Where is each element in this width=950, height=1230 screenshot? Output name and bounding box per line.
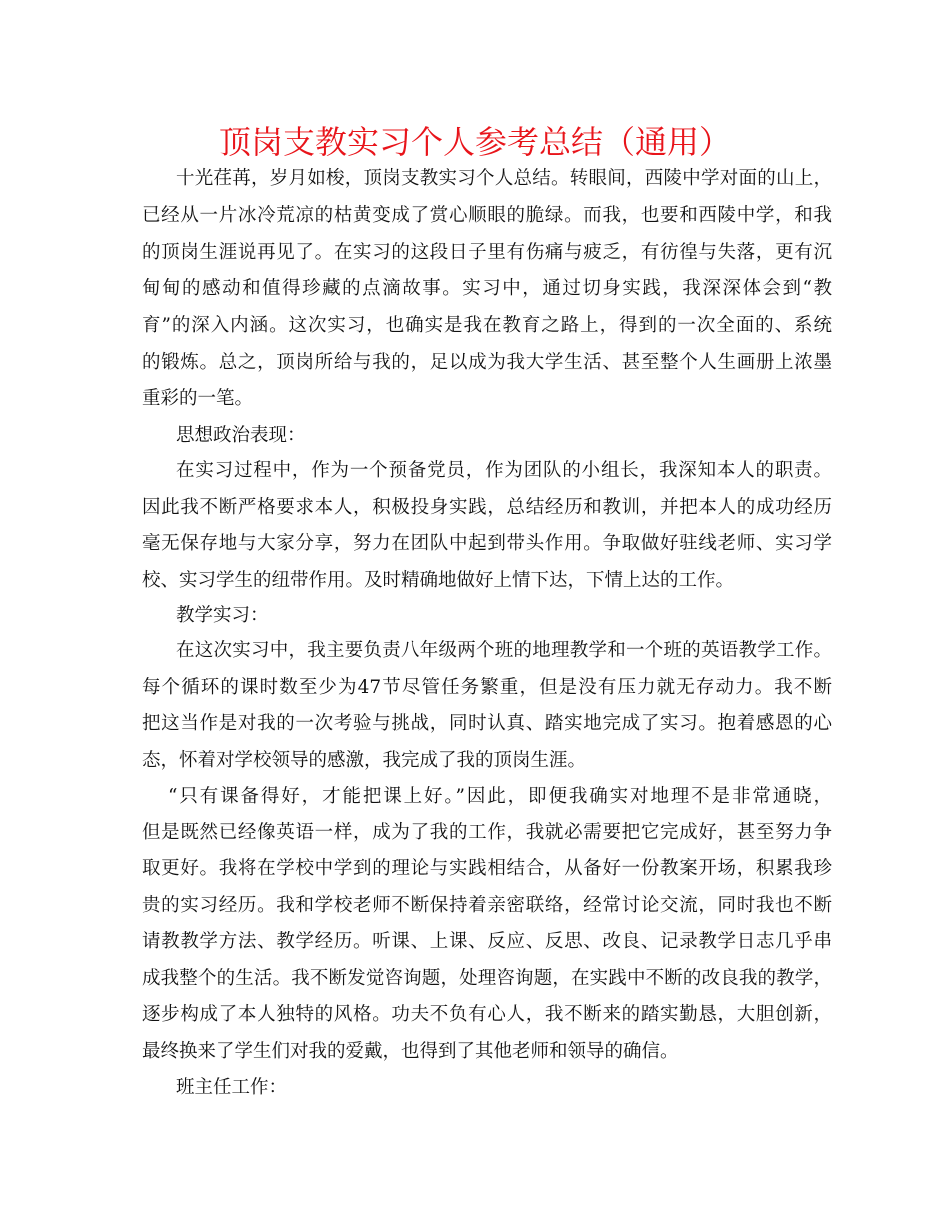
paragraph-line: 甸甸的感动和值得珍藏的点滴故事。实习中，通过切身实践，我深深体会到“教: [142, 278, 832, 299]
document-title: 顶岗支教实习个人参考总结（通用）: [218, 123, 731, 161]
paragraph-line: 十光荏苒，岁月如梭，顶岗支教实习个人总结。转眼间，西陵中学对面的山上，: [176, 168, 832, 189]
paragraph-line: 毫无保存地与大家分享，努力在团队中起到带头作用。争取做好驻线老师、实习学: [142, 533, 832, 554]
paragraph-line: 但是既然已经像英语一样，成为了我的工作，我就必需要把它完成好，甚至努力争: [142, 822, 832, 843]
paragraph-line: 在这次实习中，我主要负责八年级两个班的地理教学和一个班的英语教学工作。: [176, 640, 832, 661]
paragraph-line: 的锻炼。总之，顶岗所给与我的，足以成为我大学生活、甚至整个人生画册上浓墨: [142, 352, 832, 373]
paragraph-line: 在实习过程中，作为一个预备党员，作为团队的小组长，我深知本人的职责。: [176, 460, 832, 481]
section-heading: 思想政治表现：: [176, 425, 306, 446]
paragraph-line: 贵的实习经历。我和学校老师不断保持着亲密联络，经常讨论交流，同时我也不断: [142, 895, 832, 916]
paragraph-line: 每个循环的课时数至少为47节尽管任务繁重，但是没有压力就无存动力。我不断: [142, 677, 832, 698]
paragraph-line: 的顶岗生涯说再见了。在实习的这段日子里有伤痛与疲乏，有彷徨与失落，更有沉: [142, 242, 832, 263]
paragraph-line: 逐步构成了本人独特的风格。功夫不负有心人，我不断来的踏实勤恳，大胆创新，: [142, 1004, 832, 1025]
paragraph-line: 最终换来了学生们对我的爱戴，也得到了其他老师和领导的确信。: [142, 1041, 679, 1062]
paragraph-line: 已经从一片冰冷荒凉的枯黄变成了赏心顺眼的脆绿。而我，也要和西陵中学，和我: [142, 205, 832, 226]
paragraph-line: 把这当作是对我的一次考验与挑战，同时认真、踏实地完成了实习。抱着感恩的心: [142, 713, 832, 734]
paragraph-line: 成我整个的生活。我不断发觉咨询题，处理咨询题，在实践中不断的改良我的教学，: [142, 968, 832, 989]
paragraph-line: 校、实习学生的纽带作用。及时精确地做好上情下达，下情上达的工作。: [142, 570, 735, 591]
section-heading: 教学实习：: [176, 605, 269, 626]
paragraph-line: 育”的深入内涵。这次实习，也确实是我在教育之路上，得到的一次全面的、系统: [142, 315, 832, 336]
section-heading: 班主任工作：: [176, 1077, 288, 1098]
paragraph-line: 请教教学方法、教学经历。听课、上课、反应、反思、改良、记录教学日志几乎串: [142, 931, 832, 952]
paragraph-line: 因此我不断严格要求本人，积极投身实践，总结经历和教训，并把本人的成功经历: [142, 497, 832, 518]
paragraph-line: 取更好。我将在学校中学到的理论与实践相结合，从备好一份教案开场，积累我珍: [142, 858, 832, 879]
paragraph-line: 重彩的一笔。: [142, 388, 254, 409]
paragraph-line: “只有课备得好，才能把课上好。”因此，即便我确实对地理不是非常通晓，: [168, 786, 832, 807]
paragraph-line: 态，怀着对学校领导的感激，我完成了我的顶岗生涯。: [142, 750, 587, 771]
